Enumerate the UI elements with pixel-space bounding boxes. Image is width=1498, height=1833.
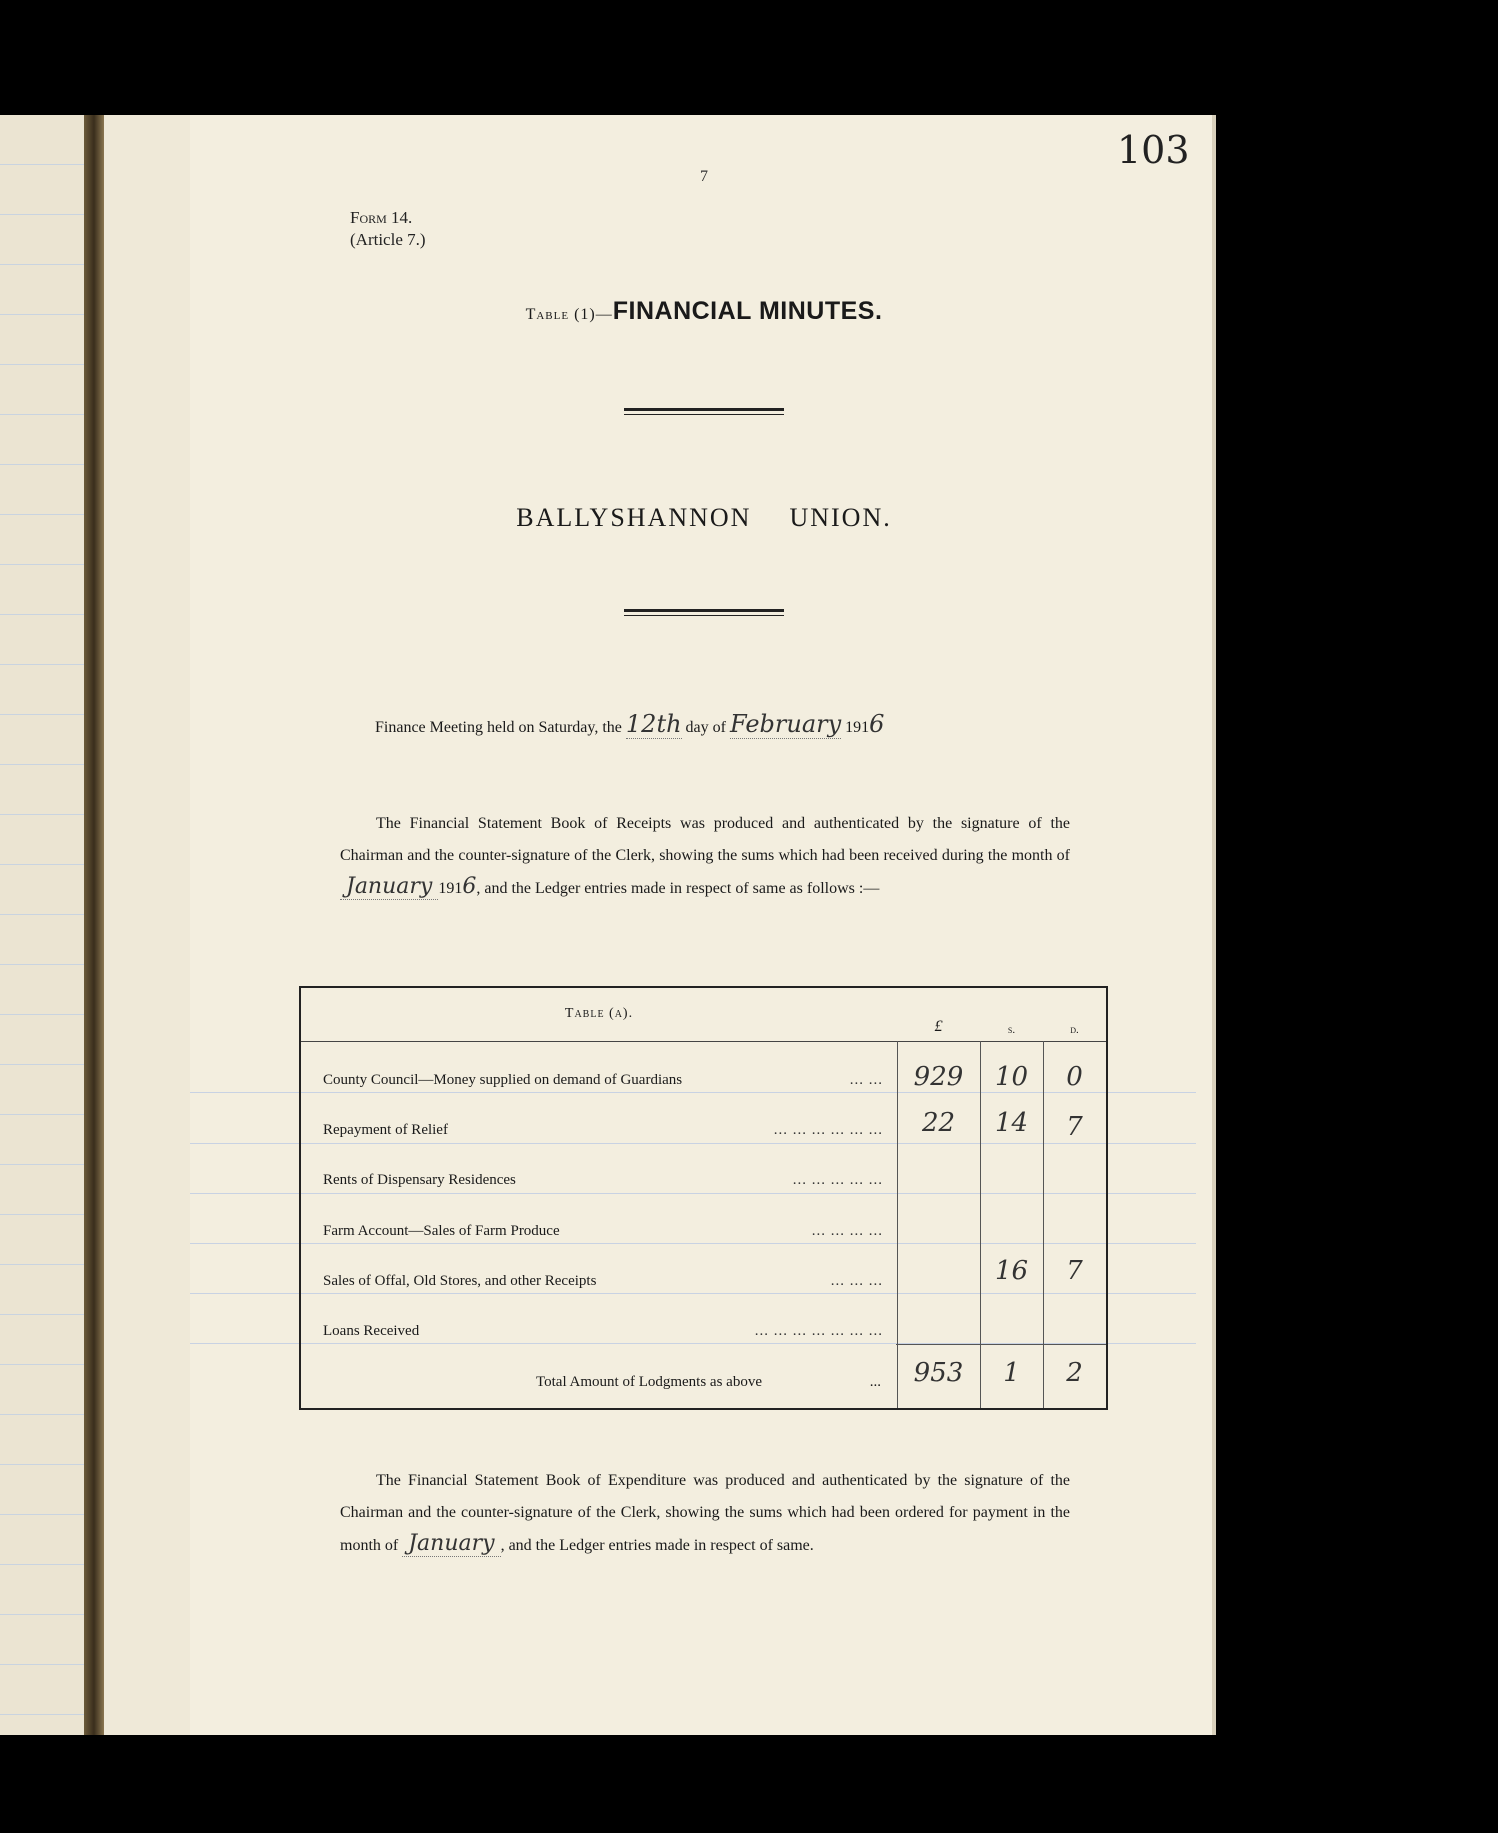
row-label: County Council—Money supplied on demand of Guardians	[323, 1072, 683, 1088]
meeting-year: 191	[845, 719, 870, 736]
expenditure-paragraph	[340, 1465, 1070, 1562]
receipts-table	[299, 986, 1108, 1410]
shillings-cell: 10	[994, 1062, 1029, 1092]
expenditure-month: January	[402, 1531, 500, 1557]
table-row	[323, 1072, 883, 1089]
row-label: Repayment of Relief	[323, 1122, 448, 1138]
paragraph-text: The Financial Statement Book of Expenditure was produced and authenticated by the signature of the Chairman and the counter-signature of the Clerk, showing the sums which had been ordered for payment in the month of	[340, 1472, 1070, 1554]
column-rule	[980, 1041, 981, 1408]
table-row	[323, 1273, 883, 1290]
shillings-cell: 14	[994, 1108, 1029, 1138]
table-caption: Table (a).	[564, 1006, 634, 1021]
meeting-text: Finance Meeting held on Saturday, the	[375, 719, 622, 736]
page-title	[0, 296, 1408, 326]
page-number: 7	[700, 168, 708, 185]
row-label: Sales of Offal, Old Stores, and other Receipts	[323, 1273, 597, 1289]
column-header-pence: d.	[1070, 1024, 1079, 1036]
column-rule	[1043, 1041, 1044, 1408]
paragraph-text: , and the Ledger entries made in respect of same.	[500, 1537, 814, 1554]
title-main: FINANCIAL MINUTES.	[612, 297, 883, 325]
row-leader: ... ... ... ... ... ...	[773, 1122, 883, 1138]
table-row	[323, 1323, 883, 1340]
table-row	[323, 1172, 883, 1189]
title-prefix: Table (1)—	[525, 306, 613, 323]
total-pence: 2	[1066, 1358, 1083, 1388]
table-row	[323, 1122, 883, 1139]
total-pounds: 953	[913, 1358, 964, 1388]
column-header-pounds: £	[934, 1018, 943, 1035]
receipts-year-digit: 6	[462, 874, 477, 899]
pounds-cell: 22	[921, 1108, 956, 1138]
double-rule	[624, 414, 784, 415]
row-leader: ... ... ...	[830, 1273, 883, 1289]
row-leader: ... ... ... ... ... ... ...	[754, 1323, 883, 1339]
paragraph-text: 191	[438, 880, 463, 897]
meeting-month: February	[729, 710, 842, 738]
meeting-text: day of	[685, 719, 726, 736]
pence-cell: 7	[1066, 1112, 1083, 1142]
union-name	[0, 503, 1408, 533]
total-row	[536, 1374, 881, 1391]
page-edge	[1212, 115, 1216, 1735]
row-label: Farm Account—Sales of Farm Produce	[323, 1223, 560, 1239]
receipts-month: January	[340, 874, 438, 900]
article-label: (Article 7.)	[350, 230, 426, 249]
double-rule	[624, 615, 784, 616]
shillings-cell: 16	[994, 1256, 1029, 1286]
row-leader: ... ... ... ... ...	[792, 1172, 883, 1188]
folio-number: 103	[1117, 128, 1190, 172]
pounds-cell: 929	[913, 1062, 964, 1092]
meeting-line	[375, 710, 884, 738]
row-label: Rents of Dispensary Residences	[323, 1172, 516, 1188]
union-word: UNION.	[789, 503, 892, 532]
binding-strip	[104, 115, 192, 1735]
total-leader: ...	[869, 1374, 881, 1390]
row-label: Loans Received	[323, 1323, 420, 1339]
pence-cell: 7	[1066, 1256, 1083, 1286]
form-reference	[350, 207, 426, 251]
double-rule	[624, 408, 784, 411]
column-header-shillings: s.	[1007, 1024, 1016, 1036]
facing-page	[0, 115, 95, 1735]
total-rule	[896, 1344, 1106, 1345]
paragraph-text: , and the Ledger entries made in respect of same as follows :—	[476, 880, 880, 897]
header-rule	[301, 1041, 1106, 1042]
table-row	[323, 1223, 883, 1240]
form-label: Form 14.	[350, 208, 413, 227]
paragraph-text: The Financial Statement Book of Receipts was produced and authenticated by the signature of the Chairman and the counter-signature of the Clerk, showing the sums which had been received during the month of	[340, 815, 1070, 864]
meeting-day: 12th	[625, 710, 682, 738]
row-leader: ... ... ... ...	[811, 1223, 883, 1239]
meeting-year-digit: 6	[869, 710, 885, 738]
total-label: Total Amount of Lodgments as above	[536, 1374, 762, 1390]
total-shillings: 1	[1003, 1358, 1020, 1388]
row-leader: ... ...	[849, 1072, 883, 1088]
book-spine	[84, 115, 104, 1735]
pence-cell: 0	[1066, 1062, 1083, 1092]
double-rule	[624, 609, 784, 612]
receipts-paragraph	[340, 808, 1070, 905]
union-word: BALLYSHANNON	[516, 503, 752, 532]
column-rule	[897, 1041, 898, 1408]
